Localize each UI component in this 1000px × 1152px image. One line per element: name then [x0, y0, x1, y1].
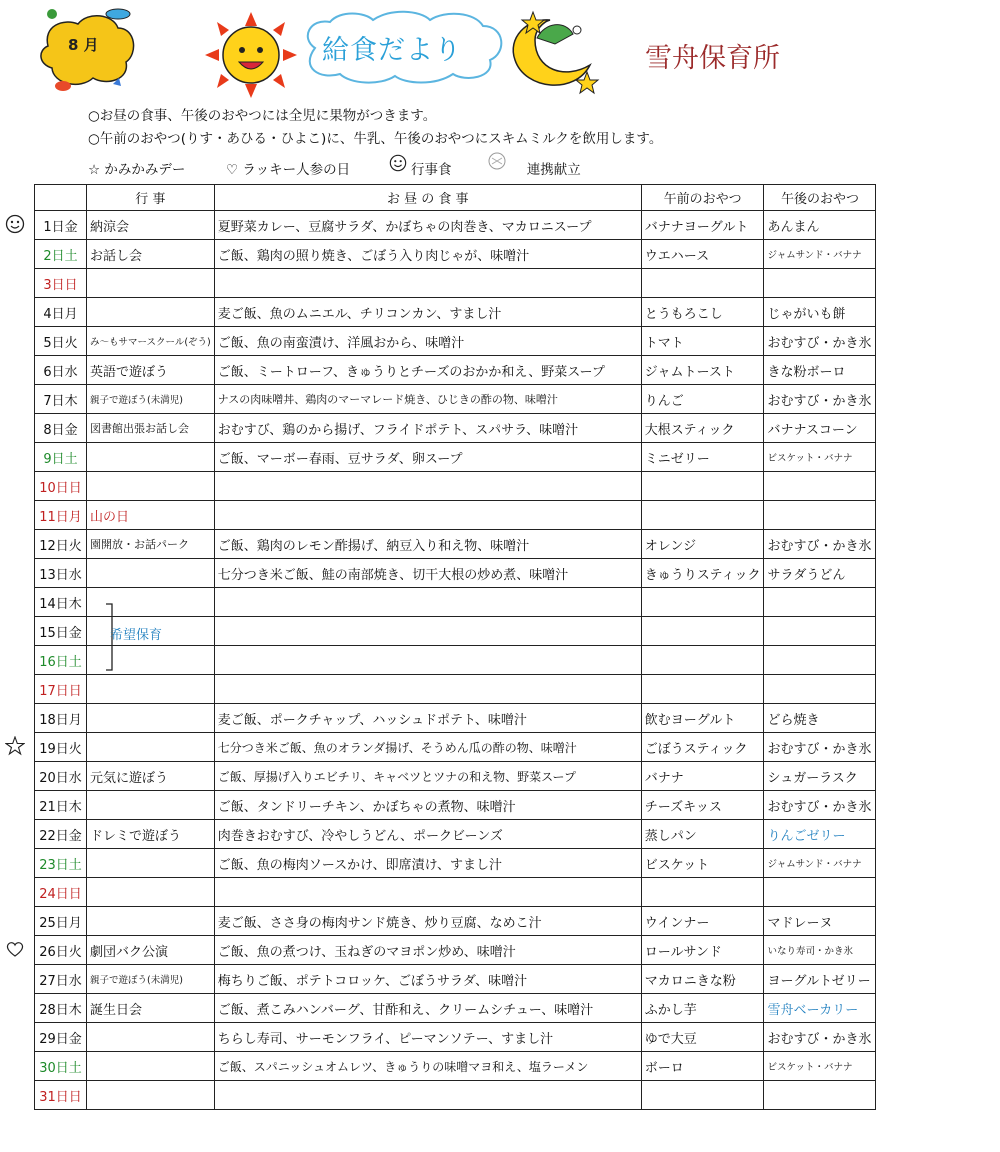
lunch-cell: [214, 269, 641, 298]
day-cell: 21日木: [35, 791, 87, 820]
pm-snack-cell: [764, 269, 876, 298]
lunch-cell: [214, 646, 641, 675]
event-cell: 納涼会: [87, 211, 215, 240]
pm-snack-cell: どら焼き: [764, 704, 876, 733]
lunch-cell: ご飯、マーボー春雨、豆サラダ、卵スープ: [214, 443, 641, 472]
am-snack-cell: [641, 617, 764, 646]
pm-snack-cell: [764, 472, 876, 501]
pm-snack-cell: ビスケット・バナナ: [764, 1052, 876, 1081]
lunch-cell: 麦ご飯、ポークチャップ、ハッシュドポテト、味噌汁: [214, 704, 641, 733]
lunch-cell: [214, 675, 641, 704]
am-snack-cell: [641, 675, 764, 704]
table-row: [35, 414, 876, 443]
am-snack-cell: ジャムトースト: [641, 356, 764, 385]
lunch-cell: ご飯、魚の梅肉ソースかけ、即席漬け、すまし汁: [214, 849, 641, 878]
am-snack-cell: オレンジ: [641, 530, 764, 559]
month-label: 8 月: [68, 36, 99, 54]
table-row: [35, 530, 876, 559]
pm-snack-cell: ジャムサンド・バナナ: [764, 849, 876, 878]
event-cell: [87, 704, 215, 733]
event-cell: [87, 559, 215, 588]
table-row: [35, 646, 876, 675]
am-snack-cell: 飲むヨーグルト: [641, 704, 764, 733]
pm-snack-cell: いなり寿司・かき氷: [764, 936, 876, 965]
event-cell: [87, 907, 215, 936]
note-fruit: ○お昼の食事、午後のおやつには全児に果物がつきます。: [88, 108, 437, 124]
lunch-cell: [214, 1081, 641, 1110]
day-cell: 24日日: [35, 878, 87, 907]
lunch-cell: ちらし寿司、サーモンフライ、ピーマンソテー、すまし汁: [214, 1023, 641, 1052]
day-cell: 14日木: [35, 588, 87, 617]
table-row: [35, 559, 876, 588]
event-cell: [87, 1023, 215, 1052]
menu-table: [34, 184, 876, 1110]
school-name: 雪舟保育所: [645, 43, 780, 74]
lunch-cell: 麦ご飯、ささ身の梅肉サンド焼き、炒り豆腐、なめこ汁: [214, 907, 641, 936]
am-snack-cell: [641, 646, 764, 675]
kamikami-star-icon: [5, 736, 25, 756]
header-pm-snack: 午後のおやつ: [764, 185, 876, 211]
event-cell: [87, 472, 215, 501]
day-cell: 17日日: [35, 675, 87, 704]
day-cell: 11日月: [35, 501, 87, 530]
pm-snack-cell: おむすび・かき氷: [764, 1023, 876, 1052]
am-snack-cell: りんご: [641, 385, 764, 414]
smiley-icon: [389, 154, 407, 172]
table-row: [35, 385, 876, 414]
lunch-cell: 七分つき米ご飯、鮭の南部焼き、切干大根の炒め煮、味噌汁: [214, 559, 641, 588]
am-snack-cell: きゅうりスティック: [641, 559, 764, 588]
pm-snack-cell: おむすび・かき氷: [764, 385, 876, 414]
event-cell: [87, 878, 215, 907]
am-snack-cell: ビスケット: [641, 849, 764, 878]
event-cell: ドレミで遊ぼう: [87, 820, 215, 849]
legend: [88, 150, 581, 178]
am-snack-cell: バナナヨーグルト: [641, 211, 764, 240]
table-row: [35, 994, 876, 1023]
lunch-cell: [214, 472, 641, 501]
day-cell: 10日日: [35, 472, 87, 501]
table-row: [35, 501, 876, 530]
day-cell: 19日火: [35, 733, 87, 762]
table-row: [35, 791, 876, 820]
note-milk: ○午前のおやつ(りす・あひる・ひよこ)に、牛乳、午後のおやつにスキムミルクを飲用します。: [88, 131, 663, 147]
lunch-cell: ご飯、鶏肉のレモン酢揚げ、納豆入り和え物、味噌汁: [214, 530, 641, 559]
pm-snack-cell: 雪舟ベーカリー: [764, 994, 876, 1023]
am-snack-cell: 大根スティック: [641, 414, 764, 443]
day-cell: 16日土: [35, 646, 87, 675]
day-cell: 12日火: [35, 530, 87, 559]
day-cell: 30日土: [35, 1052, 87, 1081]
day-cell: 8日金: [35, 414, 87, 443]
pm-snack-cell: シュガーラスク: [764, 762, 876, 791]
day-cell: 9日土: [35, 443, 87, 472]
pm-snack-cell: マドレーヌ: [764, 907, 876, 936]
collab-icon: [484, 150, 510, 172]
event-cell: み～もサマースクール(ぞう): [87, 327, 215, 356]
event-cell: [87, 733, 215, 762]
am-snack-cell: とうもろこし: [641, 298, 764, 327]
table-row: [35, 965, 876, 994]
table-row: [35, 849, 876, 878]
legend-collab: 連携献立: [526, 162, 581, 178]
table-row: [35, 298, 876, 327]
lunch-cell: ご飯、スパニッシュオムレツ、きゅうりの味噌マヨ和え、塩ラーメン: [214, 1052, 641, 1081]
table-row: [35, 675, 876, 704]
moon-icon: [505, 10, 600, 98]
legend-event-meal: 行事食: [411, 162, 452, 178]
am-snack-cell: [641, 878, 764, 907]
am-snack-cell: ふかし芋: [641, 994, 764, 1023]
table-row: [35, 327, 876, 356]
table-row: [35, 356, 876, 385]
table-row: [35, 733, 876, 762]
lunch-cell: [214, 501, 641, 530]
table-row: [35, 588, 876, 617]
lunch-cell: ご飯、ミートローフ、きゅうりとチーズのおかか和え、野菜スープ: [214, 356, 641, 385]
am-snack-cell: [641, 269, 764, 298]
am-snack-cell: ゆで大豆: [641, 1023, 764, 1052]
table-row: [35, 820, 876, 849]
am-snack-cell: マカロニきな粉: [641, 965, 764, 994]
day-cell: 20日水: [35, 762, 87, 791]
day-cell: 6日水: [35, 356, 87, 385]
lunch-cell: ご飯、タンドリーチキン、かぼちゃの煮物、味噌汁: [214, 791, 641, 820]
table-row: [35, 443, 876, 472]
event-cell: [87, 269, 215, 298]
pm-snack-cell: じゃがいも餅: [764, 298, 876, 327]
day-cell: 4日月: [35, 298, 87, 327]
table-row: [35, 1023, 876, 1052]
table-row: [35, 704, 876, 733]
day-cell: 28日木: [35, 994, 87, 1023]
header-event: 行 事: [87, 185, 215, 211]
pm-snack-cell: おむすび・かき氷: [764, 327, 876, 356]
event-cell: [87, 791, 215, 820]
day-cell: 27日水: [35, 965, 87, 994]
pm-snack-cell: あんまん: [764, 211, 876, 240]
am-snack-cell: ごぼうスティック: [641, 733, 764, 762]
day-cell: 18日月: [35, 704, 87, 733]
lunch-cell: ご飯、煮こみハンバーグ、甘酢和え、クリームシチュー、味噌汁: [214, 994, 641, 1023]
pm-snack-cell: ビスケット・バナナ: [764, 443, 876, 472]
lunch-cell: ナスの肉味噌丼、鶏肉のマーマレード焼き、ひじきの酢の物、味噌汁: [214, 385, 641, 414]
event-meal-icon: [5, 214, 25, 234]
legend-kamikami: ☆ かみかみデー: [88, 162, 186, 178]
table-row: [35, 269, 876, 298]
am-snack-cell: バナナ: [641, 762, 764, 791]
pm-snack-cell: おむすび・かき氷: [764, 791, 876, 820]
pm-snack-cell: おむすび・かき氷: [764, 530, 876, 559]
event-cell: 山の日: [87, 501, 215, 530]
lunch-cell: ご飯、魚の煮つけ、玉ねぎのマヨポン炒め、味噌汁: [214, 936, 641, 965]
table-row: [35, 472, 876, 501]
table-header-row: [35, 185, 876, 211]
event-cell: 親子で遊ぼう(未満児): [87, 385, 215, 414]
event-cell: 図書館出張お話し会: [87, 414, 215, 443]
am-snack-cell: ウエハース: [641, 240, 764, 269]
day-cell: 13日水: [35, 559, 87, 588]
legend-lucky: ♡ ラッキー人参の日: [226, 162, 351, 178]
am-snack-cell: [641, 501, 764, 530]
table-row: [35, 936, 876, 965]
pm-snack-cell: サラダうどん: [764, 559, 876, 588]
header-lunch: お 昼 の 食 事: [214, 185, 641, 211]
event-cell: 園開放・お話パーク: [87, 530, 215, 559]
event-cell: [87, 1081, 215, 1110]
pm-snack-cell: バナナスコーン: [764, 414, 876, 443]
day-cell: 2日土: [35, 240, 87, 269]
pm-snack-cell: [764, 617, 876, 646]
kibou-label: 希望保育: [110, 628, 163, 643]
event-cell: 親子で遊ぼう(未満児): [87, 965, 215, 994]
pm-snack-cell: [764, 646, 876, 675]
event-cell: [87, 1052, 215, 1081]
lunch-cell: [214, 588, 641, 617]
event-cell: 誕生日会: [87, 994, 215, 1023]
lunch-cell: 肉巻きおむすび、冷やしうどん、ポークビーンズ: [214, 820, 641, 849]
table-row: [35, 878, 876, 907]
day-cell: 3日日: [35, 269, 87, 298]
lunch-cell: 七分つき米ご飯、魚のオランダ揚げ、そうめん瓜の酢の物、味噌汁: [214, 733, 641, 762]
day-cell: 22日金: [35, 820, 87, 849]
day-cell: 5日火: [35, 327, 87, 356]
event-cell: [87, 849, 215, 878]
table-row: [35, 240, 876, 269]
table-row: [35, 762, 876, 791]
am-snack-cell: [641, 472, 764, 501]
day-cell: 29日金: [35, 1023, 87, 1052]
pm-snack-cell: [764, 878, 876, 907]
pm-snack-cell: [764, 501, 876, 530]
pm-snack-cell: [764, 675, 876, 704]
event-cell: [87, 298, 215, 327]
lunch-cell: 麦ご飯、魚のムニエル、チリコンカン、すまし汁: [214, 298, 641, 327]
lunch-cell: [214, 878, 641, 907]
day-cell: 23日土: [35, 849, 87, 878]
am-snack-cell: ロールサンド: [641, 936, 764, 965]
lunch-cell: ご飯、厚揚げ入りエビチリ、キャベツとツナの和え物、野菜スープ: [214, 762, 641, 791]
table-row: [35, 211, 876, 240]
pm-snack-cell: りんごゼリー: [764, 820, 876, 849]
am-snack-cell: チーズキッス: [641, 791, 764, 820]
header-day: [35, 185, 87, 211]
am-snack-cell: [641, 1081, 764, 1110]
table-row: [35, 1081, 876, 1110]
event-cell: 英語で遊ぼう: [87, 356, 215, 385]
event-cell: 元気に遊ぼう: [87, 762, 215, 791]
pm-snack-cell: きな粉ボーロ: [764, 356, 876, 385]
am-snack-cell: [641, 588, 764, 617]
pm-snack-cell: [764, 1081, 876, 1110]
am-snack-cell: ウインナー: [641, 907, 764, 936]
day-cell: 31日日: [35, 1081, 87, 1110]
am-snack-cell: トマト: [641, 327, 764, 356]
day-cell: 25日月: [35, 907, 87, 936]
lunch-cell: 夏野菜カレー、豆腐サラダ、かぼちゃの肉巻き、マカロニスープ: [214, 211, 641, 240]
lunch-cell: [214, 617, 641, 646]
am-snack-cell: ミニゼリー: [641, 443, 764, 472]
day-cell: 26日火: [35, 936, 87, 965]
am-snack-cell: ボーロ: [641, 1052, 764, 1081]
table-row: [35, 1052, 876, 1081]
lunch-cell: ご飯、魚の南蛮漬け、洋風おから、味噌汁: [214, 327, 641, 356]
sun-icon: [205, 12, 297, 98]
event-cell: 劇団バク公演: [87, 936, 215, 965]
pm-snack-cell: ジャムサンド・バナナ: [764, 240, 876, 269]
lunch-cell: ご飯、鶏肉の照り焼き、ごぼう入り肉じゃが、味噌汁: [214, 240, 641, 269]
pm-snack-cell: ヨーグルトゼリー: [764, 965, 876, 994]
lunch-cell: おむすび、鶏のから揚げ、フライドポテト、スパサラ、味噌汁: [214, 414, 641, 443]
lucky-heart-icon: [5, 939, 25, 959]
event-cell: [87, 443, 215, 472]
event-cell: [87, 675, 215, 704]
pm-snack-cell: [764, 588, 876, 617]
event-cell: お話し会: [87, 240, 215, 269]
page-title: 給食だより: [322, 35, 462, 66]
am-snack-cell: 蒸しパン: [641, 820, 764, 849]
day-cell: 15日金: [35, 617, 87, 646]
pm-snack-cell: おむすび・かき氷: [764, 733, 876, 762]
table-row: [35, 907, 876, 936]
day-cell: 7日木: [35, 385, 87, 414]
header-am-snack: 午前のおやつ: [641, 185, 764, 211]
day-cell: 1日金: [35, 211, 87, 240]
lunch-cell: 梅ちりご飯、ポテトコロッケ、ごぼうサラダ、味噌汁: [214, 965, 641, 994]
